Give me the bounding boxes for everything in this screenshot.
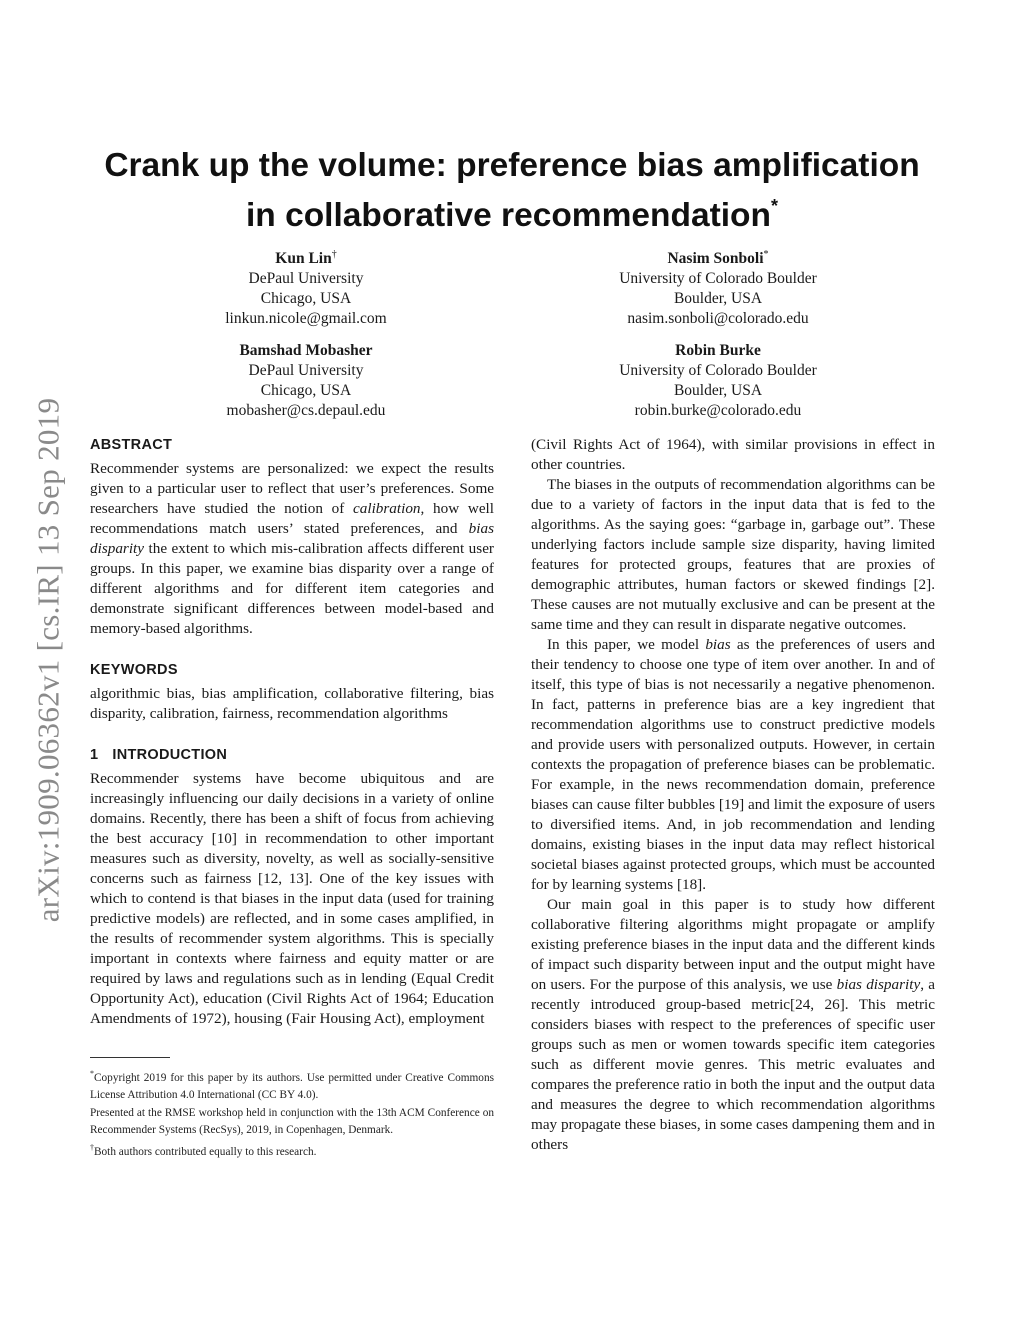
footnote-mark: † bbox=[90, 1143, 94, 1152]
author-affiliation: University of Colorado Boulder bbox=[619, 270, 817, 287]
author-affiliation: University of Colorado Boulder bbox=[619, 362, 817, 379]
footnotes bbox=[90, 1066, 494, 1161]
keywords-text: algorithmic bias, bias amplification, collaborative filtering, bias disparity, calibration, fairness, recommendation algorithms bbox=[90, 685, 494, 722]
title-line-1: Crank up the volume: preference bias amplification bbox=[104, 147, 920, 184]
author-location: Chicago, USA bbox=[260, 290, 352, 307]
abstract-text-part: Recommender systems are personalized: we expect the results given to a particular user to reflect that user’s preferences. Some researchers have studied the notion of bbox=[90, 460, 494, 517]
abstract-term-bias-disparity: bias disparity bbox=[90, 520, 494, 557]
footnote-text: Copyright 2019 for this paper by its authors. Use permitted under Creative Commons License Attribution 4.0 International (CC BY 4.0). bbox=[90, 1072, 494, 1101]
introduction-paragraph-2: The biases in the outputs of recommendation algorithms can be due to a variety of factors in the input data that is fed to the algorithms. As the saying goes: “garbage in, garbage out”. These underlying factors include sample size disparity, having limited features for protected groups, features that are proxies of demographic attributes, human factors or skewed findings [2]. These causes are not mutually exclusive and can be present at the same time and they can result in disparate negative outcomes. bbox=[531, 476, 935, 633]
title-line-2-text: in collaborative recommendation bbox=[246, 197, 771, 234]
introduction-paragraph-3 bbox=[531, 635, 935, 895]
author-block-robin-burke bbox=[558, 341, 878, 421]
author-block-nasim-sonboli bbox=[558, 245, 878, 329]
title-line-2 bbox=[90, 186, 934, 236]
footnote-divider bbox=[90, 1057, 170, 1058]
author-name: Robin Burke bbox=[675, 342, 761, 359]
author-email[interactable]: nasim.sonboli@colorado.edu bbox=[627, 310, 809, 327]
author-affiliation: DePaul University bbox=[248, 362, 364, 379]
footnote-copyright bbox=[90, 1066, 494, 1103]
footnote-mark: * bbox=[90, 1069, 94, 1078]
author-name bbox=[558, 245, 878, 269]
paragraph-text-part: Our main goal in this paper is to study how different collaborative filtering algorithms might propagate or amplify existing preference biases in the input data and the different kinds of impact such disparity between input and the output might have on users. For the purpose of this analysis, we use bbox=[531, 896, 935, 993]
author-name-text: Kun Lin bbox=[275, 250, 332, 267]
introduction-paragraph-1: Recommender systems have become ubiquitous and are increasingly influencing our daily decisions in a variety of online domains. Recently, there has been a shift of focus from achieving the best accuracy [10] in recommendation to other important measures such as diversity, novelty, as well as socially-sensitive concerns such as fairness [12, 13]. One of the key issues with which to contend is that biases in the input data (used for training predictive models) are reflected, and in some cases amplified, in the results of recommender system algorithms. This is specially important in contexts where fairness and equity matter or are required by laws and regulations such as in lending (Equal Credit Opportunity Act), education (Civil Rights Act of 1964; Education Amendments of 1972), housing (Fair Housing Act), employment bbox=[90, 770, 494, 1027]
paper-title bbox=[90, 146, 934, 236]
abstract-heading: ABSTRACT bbox=[90, 437, 173, 453]
author-name-text: Nasim Sonboli bbox=[667, 250, 764, 267]
author-location: Boulder, USA bbox=[673, 382, 763, 399]
abstract-text-part: the extent to which mis-calibration affects different user groups. In this paper, we examine bias disparity over a range of different algorithms and for different item categories and demonstrate significant differences between model-based and memory-based algorithms. bbox=[90, 540, 494, 637]
abstract-text-part: , how well recommendations match users’ stated preferences, and bbox=[90, 500, 494, 537]
spacer bbox=[90, 724, 494, 745]
abstract-text bbox=[90, 459, 494, 639]
author-mark: † bbox=[331, 249, 337, 260]
section-number: 1 bbox=[90, 747, 99, 763]
author-name: Bamshad Mobasher bbox=[239, 342, 373, 359]
author-block-bamshad-mobasher bbox=[146, 341, 466, 421]
introduction-heading bbox=[90, 745, 494, 765]
author-email[interactable]: mobasher@cs.depaul.edu bbox=[226, 402, 386, 419]
term-bias: bias bbox=[705, 636, 731, 653]
author-location: Boulder, USA bbox=[673, 290, 763, 307]
spacer bbox=[90, 639, 494, 660]
introduction-paragraph-1-continued: (Civil Rights Act of 1964), with similar provisions in effect in other countries. bbox=[531, 436, 935, 473]
section-title: INTRODUCTION bbox=[112, 747, 228, 763]
keywords-heading: KEYWORDS bbox=[90, 662, 178, 678]
author-location: Chicago, USA bbox=[260, 382, 352, 399]
right-column bbox=[531, 435, 935, 1155]
arxiv-identifier-text: arXiv:1909.06362v1 [cs.IR] 13 Sep 2019 bbox=[30, 397, 66, 923]
footnote-equal-contribution bbox=[90, 1140, 494, 1161]
author-name bbox=[146, 245, 466, 269]
title-footnote-mark: * bbox=[770, 196, 778, 216]
paragraph-text-part: In this paper, we model bbox=[547, 636, 706, 653]
term-bias-disparity: bias disparity bbox=[836, 976, 921, 993]
author-block-kun-lin bbox=[146, 245, 466, 329]
author-mark: * bbox=[763, 249, 769, 260]
paragraph-text-part: as the preferences of users and their tendency to choose one type of item over another. In and of itself, this type of bias is not necessarily a negative phenomenon. In fact, patterns in preference bias are a key ingredient that recommendation algorithms use to construct predictive models and provide users with personalized outputs. However, in certain contexts the propagation of preference biases can be problematic. For example, in the news recommendation domain, preference biases can cause filter bubbles [19] and limit the exposure of users to diversified items. And, in job recommendation and lending domains, existing biases in the input data may reflect historical societal biases against protected groups, which must be accounted for by learning systems [18]. bbox=[531, 636, 935, 893]
author-affiliation: DePaul University bbox=[248, 270, 364, 287]
left-column bbox=[90, 435, 494, 1163]
author-email[interactable]: linkun.nicole@gmail.com bbox=[225, 310, 387, 327]
paragraph-text-part: , a recently introduced group-based metric[24, 26]. This metric considers biases with respect to the preferences of specific user groups such as men or women towards specific item categories such as different movie genres. This metric evaluates and compares the preference ratio in both the input and the output data and measures the degree to which recommendation algorithms may propagate these biases, in some cases dampening them and in others bbox=[531, 976, 935, 1153]
introduction-paragraph-4 bbox=[531, 895, 935, 1155]
author-email[interactable]: robin.burke@colorado.edu bbox=[634, 402, 802, 419]
footnote-text: Both authors contributed equally to this research. bbox=[94, 1146, 317, 1158]
abstract-term-calibration: calibration bbox=[353, 500, 421, 517]
footnote-workshop: Presented at the RMSE workshop held in conjunction with the 13th ACM Conference on Recommender Systems (RecSys), 2019, in Copenhagen, Denmark. bbox=[90, 1107, 494, 1136]
arxiv-identifier-stamp bbox=[28, 372, 68, 948]
